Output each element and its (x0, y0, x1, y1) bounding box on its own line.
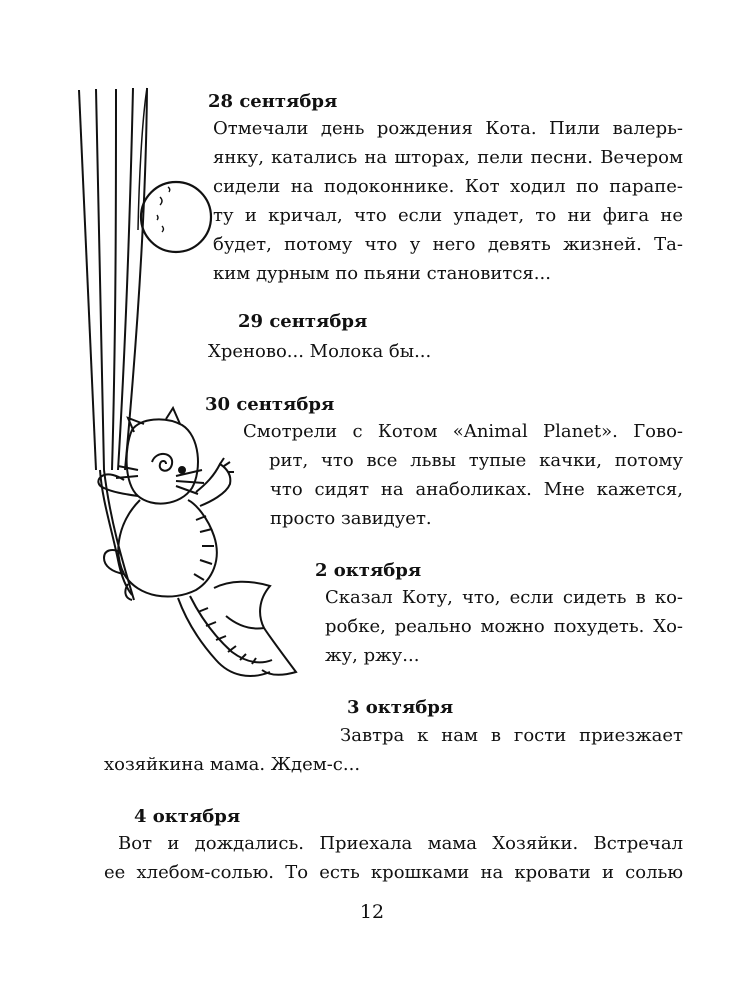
curtain-icon (79, 88, 147, 600)
entry-text-line: Смотрели с Котом «Animal Planet». Гово- (243, 421, 683, 442)
entry-text-line: робке, реально можно похудеть. Хо- (325, 616, 683, 637)
entry-text-line: Сказал Коту, что, если сидеть в ко- (325, 587, 683, 608)
entry-text-line: будет, потому что у него девять жизней. Та- (213, 234, 683, 255)
entry-text-line: янку, катались на шторах, пели песни. Вечером (213, 147, 683, 168)
entry-text-line: сидели на подоконнике. Кот ходил по парапе- (213, 176, 683, 197)
entry-text-line: ким дурным по пьяни становится... (213, 263, 551, 284)
entry-date: 4 октября (134, 806, 241, 827)
entry-text-line: ее хлебом-солью. То есть крошками на кровати и солью (104, 862, 683, 883)
entry-text-line: рит, что все львы тупые качки, потому (269, 450, 683, 471)
entry-text-line: ту и кричал, что если упадет, то ни фига не (213, 205, 683, 226)
entry-date: 2 октября (315, 560, 422, 581)
entry-text-line: Завтра к нам в гости приезжает (340, 725, 683, 746)
entry-date: 28 сентября (208, 91, 338, 112)
entry-date: 3 октября (347, 697, 454, 718)
entry-text-line: просто завидует. (270, 508, 432, 529)
entry-text-line: что сидят на анаболиках. Мне кажется, (270, 479, 683, 500)
entry-date: 30 сентября (205, 394, 335, 415)
moon-icon (141, 182, 211, 252)
cat-icon (98, 408, 296, 676)
entry-text-line: Вот и дождались. Приехала мама Хозяйки. Встречал (118, 833, 683, 854)
entry-text-line: Отмечали день рождения Кота. Пили валерь- (213, 118, 683, 139)
entry-text-line: Хреново... Молока бы... (208, 341, 432, 362)
entry-date: 29 сентября (238, 311, 368, 332)
page-number: 12 (359, 901, 385, 923)
entry-text-line: хозяйкина мама. Ждем-с... (104, 754, 361, 775)
entry-text-line: жу, ржу... (325, 645, 420, 666)
